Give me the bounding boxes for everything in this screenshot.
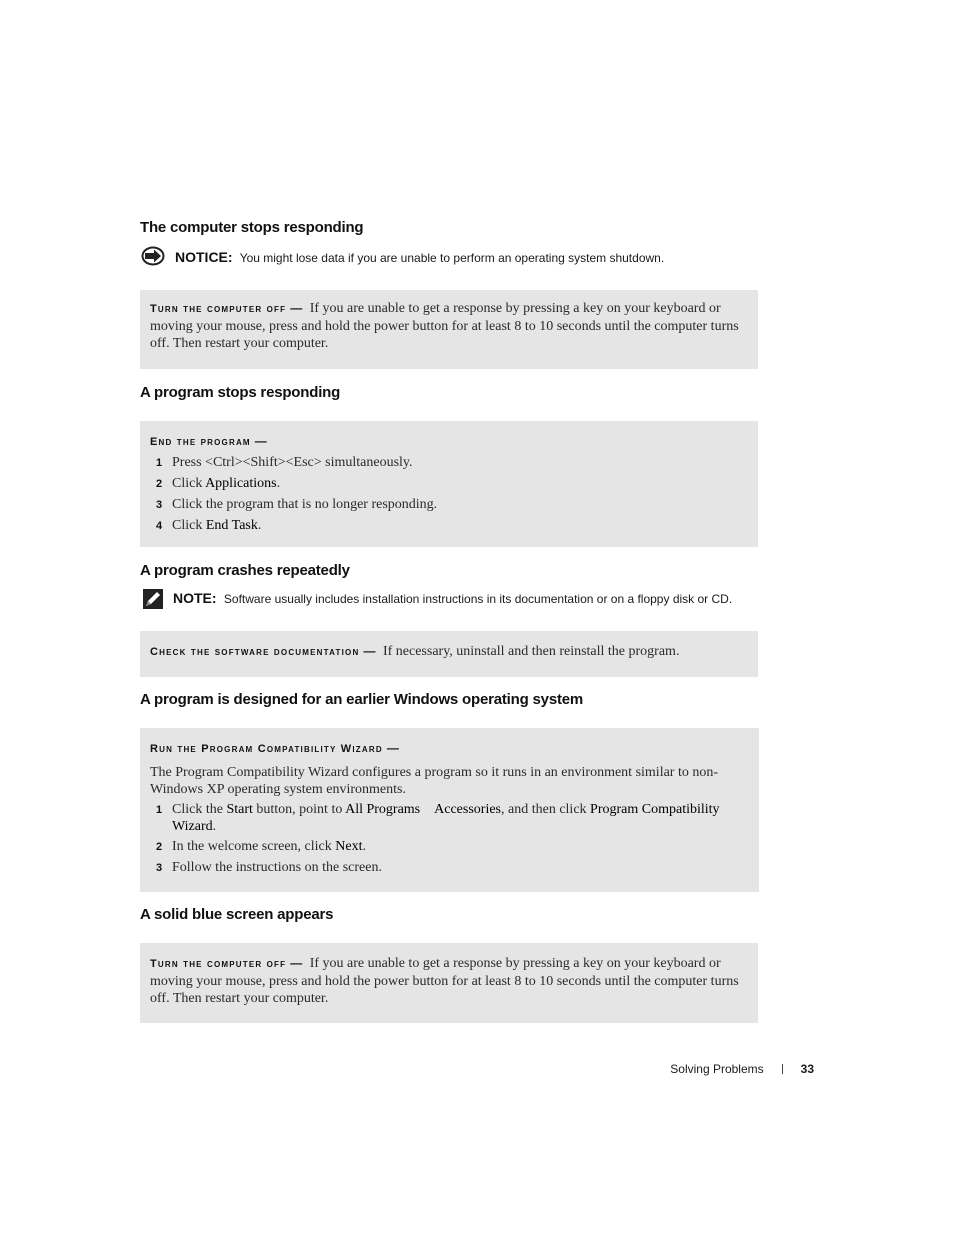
step-3: 3 Follow the instructions on the screen. [156,860,382,875]
heading-program-crashes: A program crashes repeatedly [140,562,350,579]
footer-separator [782,1064,783,1074]
note-text: Software usually includes installation instructions in its documentation or on a floppy disk or CD. [223,592,733,606]
page-footer [670,1062,814,1076]
ui-term-program-compatibility-wizard: Program Compatibility Wizard [172,802,720,834]
box-text: If you are unable to get a response by pressing a key on your keyboard or moving your mouse, press and hold the power button for at least 8 to 10 seconds until the computer turns off. Then restart your computer. [150,956,739,1006]
ui-term-accessories: Accessories [434,802,502,817]
box-text: If necessary, uninstall and then reinstall the program. [382,644,680,659]
note-pencil-icon [143,589,163,609]
step-2: 2 Click Applications. [156,476,281,491]
box-title: Check the software documentation [150,646,360,658]
ui-term-all-programs: All Programs [345,802,421,817]
page-number: 33 [800,1062,814,1076]
footer-section-title: Solving Problems [670,1062,764,1076]
step-1: 1 Press <Ctrl><Shift><Esc> simultaneously. [156,455,413,470]
box-text: If you are unable to get a response by pressing a key on your keyboard or moving your mouse, press and hold the power button for at least 8 to 10 seconds until the computer turns off. Then restart your computer. [150,301,739,351]
box-turn-computer-off-1 [140,290,758,369]
heading-earlier-windows: A program is designed for an earlier Windows operating system [140,691,584,708]
box-title: Run the Program Compatibility Wizard [150,743,383,755]
title-dash: — [363,644,376,658]
heading-solid-blue-screen: A solid blue screen appears [140,906,334,923]
step-2: 2 In the welcome screen, click Next. [156,839,366,854]
notice-row [175,249,664,265]
notice-arrow-icon [141,246,167,266]
wizard-intro: The Program Compatibility Wizard configures a program so it runs in an environment similar to non-Windows XP operating system environments. [150,765,719,797]
ui-term-next: Next [335,839,363,854]
box-program-compatibility-wizard [140,728,759,892]
title-dash: — [254,434,267,448]
ui-term-applications: Applications [205,476,277,491]
ui-term-start: Start [226,802,253,817]
box-title: End the program [150,436,251,448]
box-turn-computer-off-2 [140,943,758,1023]
box-title: Turn the computer off [150,303,287,315]
box-title: Turn the computer off [150,958,287,970]
title-dash: — [290,956,303,970]
box-end-program [140,421,758,547]
notice-text: You might lose data if you are unable to perform an operating system shutdown. [239,251,665,265]
box-check-software-documentation [140,631,758,677]
step-1: 1 Click the Start button, point to All Programs Accessories, and then click Program Compatibility Wizard. [156,802,720,834]
step-4: 4 Click End Task. [156,518,262,533]
step-3: 3 Click the program that is no longer responding. [156,497,438,512]
note-label: NOTE: [173,590,217,606]
title-dash: — [386,741,399,755]
note-row [173,590,732,606]
heading-computer-stops-responding: The computer stops responding [140,219,364,236]
title-dash: — [290,301,303,315]
notice-label: NOTICE: [175,249,233,265]
ui-term-end-task: End Task [205,518,258,533]
heading-program-stops-responding: A program stops responding [140,384,341,401]
